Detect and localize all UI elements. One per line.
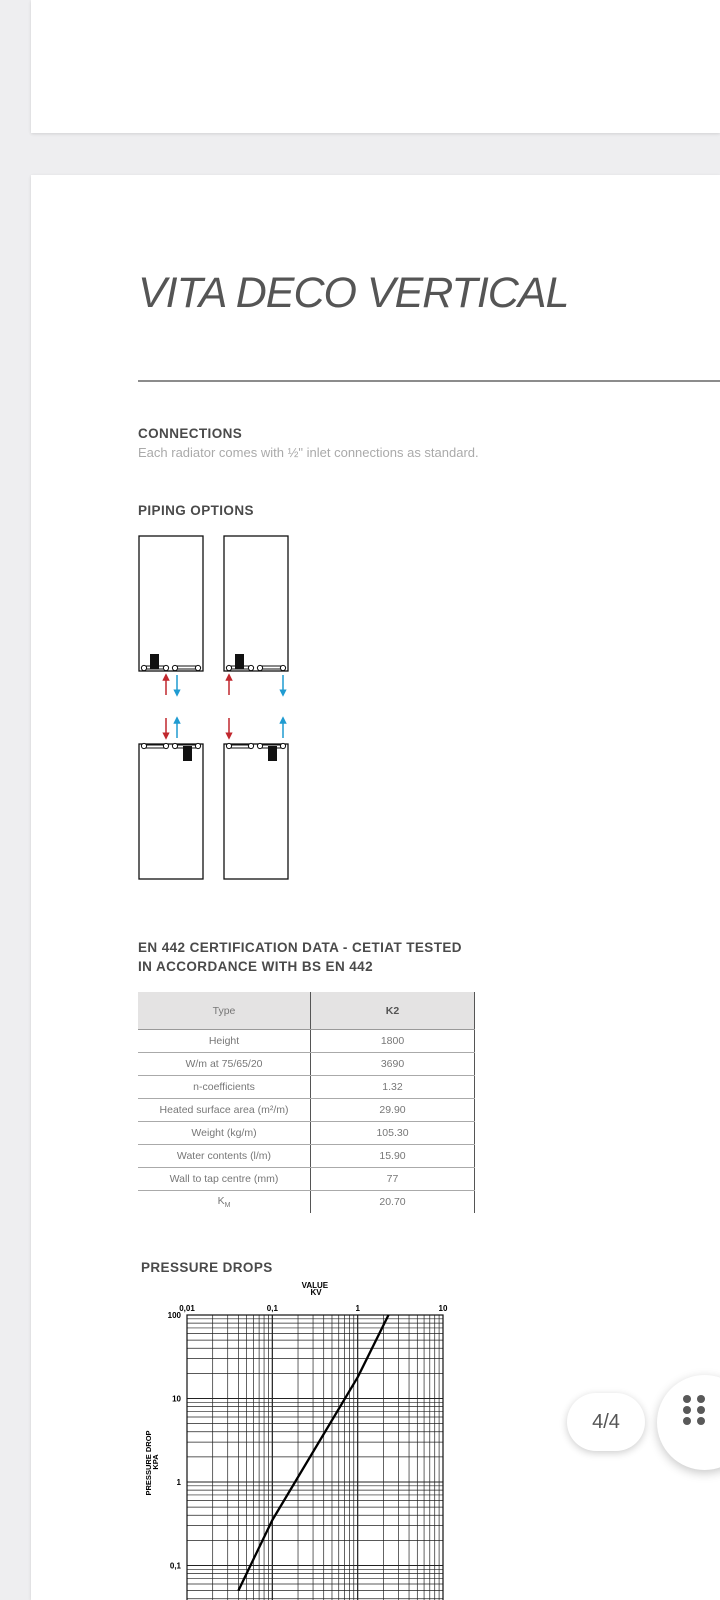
header-k2: K2 [311,992,475,1030]
y-tick-label: 1 [176,1478,181,1487]
piping-options-heading: PIPING OPTIONS [138,503,254,518]
table-header-row [138,992,475,1030]
row-label: Height [138,1030,311,1053]
previous-page [31,0,720,133]
pressure-drops-heading: PRESSURE DROPS [141,1260,273,1275]
dot [697,1417,705,1425]
table-row [138,1191,475,1214]
y-tick-label: 100 [167,1311,181,1320]
series-line-k2 [238,1315,388,1591]
x-tick-label: 0,01 [179,1304,195,1313]
document-title: VITA DECO VERTICAL [138,269,569,317]
plot-area-border [187,1315,443,1600]
row-value: 3690 [311,1053,475,1076]
row-value: 1.32 [311,1076,475,1099]
x-axis-title [302,1281,331,1297]
row-label: n-coefficients [138,1076,311,1099]
header-type: Type [138,992,311,1030]
row-value: 1800 [311,1030,475,1053]
row-label: Wall to tap centre (mm) [138,1168,311,1191]
row-value: 105.30 [311,1122,475,1145]
row-value: 15.90 [311,1145,475,1168]
chart-grid-vertical [187,1315,443,1600]
table-row [138,1099,475,1122]
piping-option-4 [224,718,288,879]
row-label: $K_M$ [138,1191,311,1214]
y-tick-label: 10 [172,1394,181,1404]
table-row [138,1076,475,1099]
x-tick-label: 1 [355,1304,360,1313]
connections-heading: CONNECTIONS [138,426,243,441]
subscript: M [224,1202,231,1210]
table-row [138,1122,475,1145]
certification-heading-line-2: IN ACCORDANCE WITH BS EN 442 [138,959,373,974]
row-value: 20.70 [311,1191,475,1214]
x-axis-title-line-1: VALUE [301,1281,329,1290]
row-label: Water contents (l/m) [138,1145,311,1168]
dot [683,1417,691,1425]
chart-grid-horizontal [187,1315,443,1600]
row-label: W/m at 75/65/20 [138,1053,311,1076]
x-tick-label: 10 [438,1304,448,1313]
certification-table [138,992,475,1213]
y-tick-label: 0,1 [169,1561,181,1571]
page-indicator[interactable]: 4/4 [567,1393,645,1451]
row-value: 77 [311,1168,475,1191]
piping-option-2 [224,536,288,695]
row-label: Heated surface area (m²/m) [138,1099,311,1122]
x-tick-label: 0,1 [266,1304,278,1313]
y-axis-title-line-1: PRESSURE DROP [144,1430,153,1496]
dot [683,1406,691,1414]
y-axis-ticks [168,1311,182,1571]
table-row [138,1053,475,1076]
row-value: 29.90 [311,1099,475,1122]
table-row [138,1145,475,1168]
x-axis-title-line-2: KV [310,1288,322,1297]
pressure-drop-chart [138,1280,458,1600]
y-axis-title [144,1429,160,1496]
dot [683,1395,691,1403]
connections-text: Each radiator comes with ½" inlet connections as standard. [138,445,479,460]
certification-heading [138,938,498,976]
dot [697,1395,705,1403]
dot [697,1406,705,1414]
x-axis-ticks [179,1304,448,1313]
table-row [138,1030,475,1053]
title-divider [138,380,720,382]
row-label: Weight (kg/m) [138,1122,311,1145]
table-row [138,1168,475,1191]
chart-series [238,1315,388,1591]
piping-option-3 [139,718,203,879]
piping-options-diagram [130,530,300,885]
certification-heading-line-1: EN 442 CERTIFICATION DATA - CETIAT TESTED [138,940,462,955]
piping-option-1 [139,536,203,695]
y-axis-title-line-2: KPA [151,1454,160,1470]
